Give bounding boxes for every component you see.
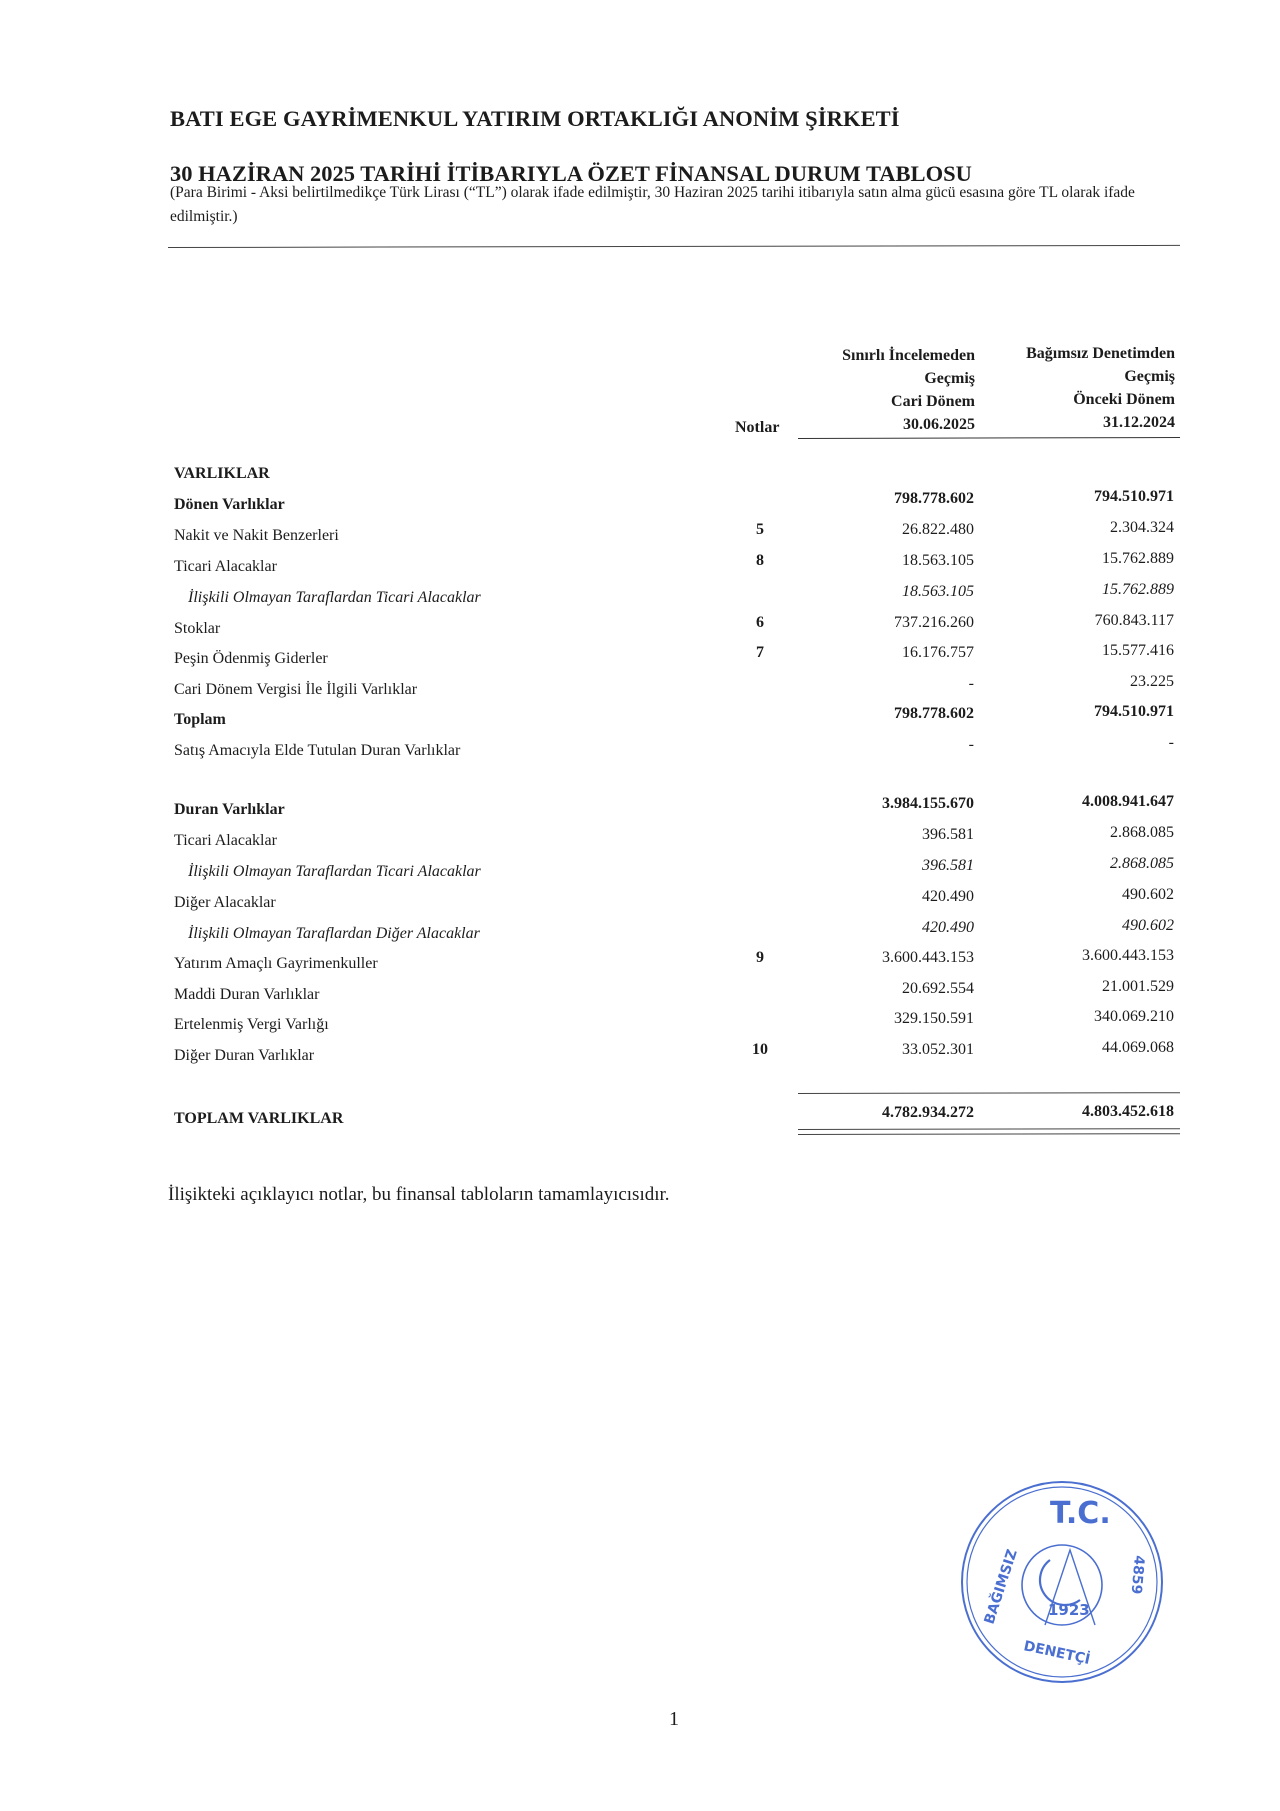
currency-note: (Para Birimi - Aksi belirtilmedikçe Türk Lirası (“TL”) olarak ifade edilmiştir, 30 Haziran 2025 tarihi itibarıyla satın alma gücü esasına göre TL olarak ifade edilmiştir.)	[170, 184, 1135, 225]
row-label: Ticari Alacaklar	[174, 558, 277, 575]
table-row	[0, 793, 1280, 829]
row-prior-value: 44.069.068	[1102, 1039, 1174, 1056]
row-prior-value: 15.762.889	[1102, 581, 1174, 598]
total-label: TOPLAM VARLIKLAR	[174, 1110, 344, 1127]
row-current-value: -	[968, 736, 974, 753]
row-current-value: -	[968, 675, 974, 692]
row-prior-value: 490.602	[1122, 886, 1174, 903]
table-row	[0, 581, 1280, 617]
row-label: Toplam	[174, 711, 226, 728]
row-label: Dönen Varlıklar	[174, 496, 285, 513]
table-row	[0, 612, 1280, 648]
table-row	[0, 519, 1280, 555]
row-note: 10	[752, 1041, 768, 1058]
column-header-prior	[960, 342, 1175, 434]
row-current-value: 396.581	[922, 857, 974, 874]
footnote: İlişikteki açıklayıcı notlar, bu finansal tabloların tamamlayıcısıdır.	[168, 1184, 670, 1205]
stamp-year: 1923	[1048, 1601, 1090, 1619]
table-row	[0, 886, 1280, 922]
row-prior-value: 794.510.971	[1094, 703, 1174, 720]
row-current-value: 396.581	[922, 826, 974, 843]
row-current-value: 18.563.105	[902, 552, 974, 569]
row-prior-value: 15.762.889	[1102, 550, 1174, 567]
row-label: VARLIKLAR	[174, 465, 270, 482]
row-prior-value: 3.600.443.153	[1082, 947, 1174, 964]
column-header-prior-date: 31.12.2024	[1103, 414, 1175, 431]
row-current-value: 3.600.443.153	[882, 949, 974, 966]
row-current-value: 420.490	[922, 919, 974, 936]
table-row	[0, 978, 1280, 1014]
table-row	[0, 463, 1280, 493]
table-row	[0, 488, 1280, 524]
row-current-value: 26.822.480	[902, 521, 974, 538]
column-header-current	[770, 344, 975, 436]
row-current-value: 798.778.602	[894, 705, 974, 722]
row-prior-value: 2.868.085	[1110, 855, 1174, 872]
row-prior-value: 490.602	[1122, 917, 1174, 934]
row-label: Peşin Ödenmiş Giderler	[174, 650, 328, 667]
table-row	[0, 824, 1280, 860]
table-row	[0, 1008, 1280, 1044]
row-current-value: 798.778.602	[894, 490, 974, 507]
statement-title: 30 HAZİRAN 2025 TARİHİ İTİBARIYLA ÖZET FİNANSAL DURUM TABLOSU	[170, 161, 972, 186]
stamp-denetci: DENETÇİ	[1022, 1638, 1092, 1668]
row-prior-value: 794.510.971	[1094, 488, 1174, 505]
row-prior-value: 15.577.416	[1102, 642, 1174, 659]
row-label: Satış Amacıyla Elde Tutulan Duran Varlıklar	[174, 742, 461, 759]
row-label: Ticari Alacaklar	[174, 832, 277, 849]
page-number: 1	[669, 1708, 679, 1730]
column-header-notes: Notlar	[735, 419, 780, 436]
row-current-value: 16.176.757	[902, 644, 974, 661]
column-header-current-line: Geçmiş	[924, 370, 975, 387]
row-current-value: 329.150.591	[894, 1010, 974, 1027]
row-prior-value: 2.304.324	[1110, 519, 1174, 536]
column-header-current-line: Sınırlı İncelemeden	[842, 347, 975, 364]
row-label: Diğer Alacaklar	[174, 894, 276, 911]
row-current-value: 18.563.105	[902, 583, 974, 600]
table-row	[0, 947, 1280, 983]
stamp-seal-icon	[955, 1475, 1170, 1690]
row-current-value: 20.692.554	[902, 980, 974, 997]
table-row	[0, 550, 1280, 586]
table-row	[0, 673, 1280, 709]
row-label: Diğer Duran Varlıklar	[174, 1047, 315, 1064]
column-header-prior-line: Önceki Dönem	[1073, 391, 1175, 408]
stamp-number: 4859	[1127, 1554, 1147, 1595]
table-row	[0, 855, 1280, 891]
row-prior-value: 340.069.210	[1094, 1008, 1174, 1025]
column-header-prior-line: Geçmiş	[1124, 368, 1175, 385]
row-label: Cari Dönem Vergisi İle İlgili Varlıklar	[174, 681, 418, 698]
total-current: 4.782.934.272	[882, 1104, 974, 1121]
row-label: Nakit ve Nakit Benzerleri	[174, 527, 339, 544]
stamp-bagimsiz: BAĞIMSIZ	[981, 1547, 1021, 1627]
row-note: 6	[756, 614, 764, 631]
header-divider	[168, 245, 1180, 248]
table-row	[0, 1039, 1280, 1075]
row-label: Stoklar	[174, 620, 221, 637]
row-prior-value: 760.843.117	[1094, 612, 1174, 629]
total-top-rule	[798, 1092, 1180, 1094]
column-header-current-line: Cari Dönem	[891, 393, 975, 410]
row-current-value: 420.490	[922, 888, 974, 905]
row-prior-value: -	[1168, 734, 1174, 751]
row-current-value: 737.216.260	[894, 614, 974, 631]
row-note: 7	[756, 644, 764, 661]
row-prior-value: 4.008.941.647	[1082, 793, 1174, 810]
company-name: BATI EGE GAYRİMENKUL YATIRIM ORTAKLIĞI ANONİM ŞİRKETİ	[170, 106, 900, 131]
column-header-current-date: 30.06.2025	[903, 416, 975, 433]
auditor-stamp	[955, 1475, 1170, 1690]
row-current-value: 33.052.301	[902, 1041, 974, 1058]
total-prior: 4.803.452.618	[1082, 1103, 1174, 1120]
table-row	[0, 734, 1280, 770]
row-label: Yatırım Amaçlı Gayrimenkuller	[174, 955, 378, 972]
row-current-value: 3.984.155.670	[882, 795, 974, 812]
row-label: İlişkili Olmayan Taraflardan Diğer Alacaklar	[188, 925, 480, 942]
row-note: 8	[756, 552, 764, 569]
row-prior-value: 23.225	[1130, 673, 1174, 690]
row-prior-value: 21.001.529	[1102, 978, 1174, 995]
stamp-tc: T.C.	[1050, 1496, 1111, 1531]
row-label: Duran Varlıklar	[174, 801, 285, 818]
column-header-rule	[798, 437, 1180, 439]
row-label: İlişkili Olmayan Taraflardan Ticari Alacaklar	[188, 589, 481, 606]
row-prior-value: 2.868.085	[1110, 824, 1174, 841]
row-label: Maddi Duran Varlıklar	[174, 986, 320, 1003]
row-note: 9	[756, 949, 764, 966]
row-label: Ertelenmiş Vergi Varlığı	[174, 1016, 329, 1033]
column-header-prior-line: Bağımsız Denetimden	[1026, 345, 1175, 362]
row-note: 5	[756, 521, 764, 538]
row-label: İlişkili Olmayan Taraflardan Ticari Alacaklar	[188, 863, 481, 880]
table-row	[0, 703, 1280, 739]
table-row	[0, 642, 1280, 678]
